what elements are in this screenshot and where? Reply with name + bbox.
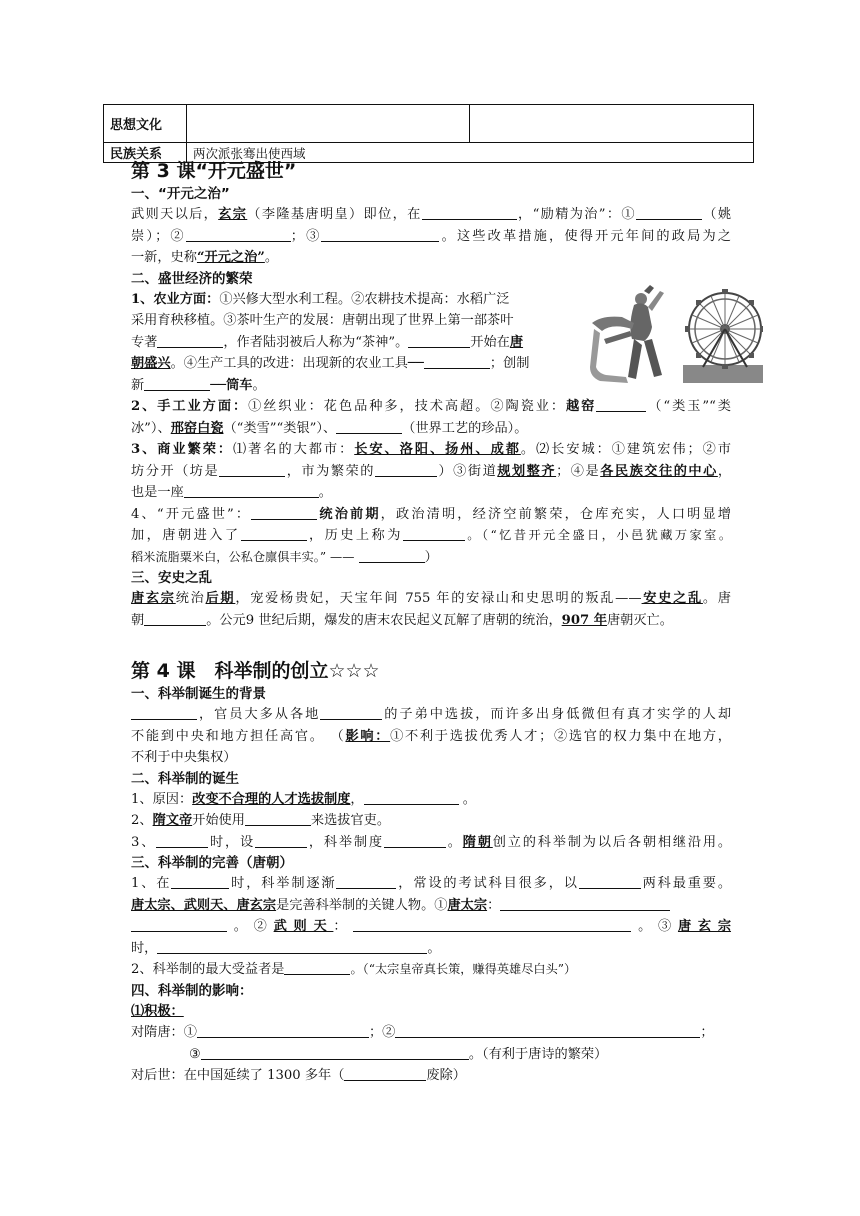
text-line: 也是一座 。: [131, 485, 332, 500]
text-line: 1、原因：改变不合理的人才选拔制度， 。: [131, 791, 476, 807]
farmer-plough-illustration: [586, 283, 682, 385]
section-title: 三、安史之乱: [131, 570, 212, 586]
text-line: 加，唐朝进入了 ，历史上称为 。（“忆昔开元全盛日，小邑犹藏万家室。: [131, 528, 732, 543]
text-line: 不利于中央集权）: [131, 750, 237, 765]
text-line: 。②武则天： 。③唐玄宗: [131, 916, 731, 938]
text-line: 1、在 时，科举制逐渐 ，常设的考试科目很多，以 两科最重要。: [131, 876, 732, 891]
table-cell-empty: [470, 105, 754, 143]
text-line: 对隋唐：① ；② ；: [131, 1025, 714, 1040]
text-line: 崇）；② ；③ 。这些改革措施，使得开元年间的政局为之: [131, 228, 731, 244]
lesson-3: [131, 158, 731, 631]
text-line: 2、手工业方面：①丝织业：花色品种多，技术高超。②陶瓷业：越窑 （“类玉”“类: [131, 399, 731, 414]
text-line: 朝 。公元9 世纪后期，爆发的唐末农民起义瓦解了唐朝的统治，907 年唐朝灭亡。: [131, 612, 673, 628]
text-line: 2、科举制的最大受益者是 。（“太宗皇帝真长策，赚得英雄尽白头”）: [131, 962, 577, 977]
text-line: 专著 ，作者陆羽被后人称为“茶神”。 开始在唐: [131, 334, 524, 350]
section-title: 四、科举制的影响：: [131, 982, 253, 999]
text-line: 采用育秧移植。③茶叶生产的发展：唐朝出现了世界上第一部茶叶: [131, 313, 514, 328]
section-title: 三、科举制的完善（唐朝）: [131, 855, 293, 871]
text-line: 武则天以后，玄宗（李隆基唐明皇）即位，在 ，“励精为治”：① （姚: [131, 207, 732, 222]
text-line: 不能到中央和地方担任高官。 （影响：①不利于选拔优秀人才；②选官的权力集中在地方，: [131, 728, 731, 744]
section-title: 二、盛世经济的繁荣: [131, 270, 253, 287]
table-cell-value: 两次派张骞出使西域: [187, 143, 754, 163]
text-line: 对后世：在中国延续了 1300 多年（ 废除）: [131, 1068, 466, 1083]
text-line: 1、农业方面：①兴修大型水利工程。②农耕技术提高：水稻广泛: [131, 291, 510, 307]
section-title: 一、“开元之治”: [131, 186, 230, 202]
text-line: 时， 。: [131, 940, 441, 956]
section-title: 一、科举制诞生的背景: [131, 686, 266, 702]
text-line: 唐玄宗统治后期，宠爱杨贵妃，天宝年间 755 年的安禄山和史思明的叛乱——安史之乱。唐: [131, 591, 731, 606]
text-line: ，官员大多从各地 的子弟中选拔，而许多出身低微但有真才实学的人却: [131, 704, 731, 726]
table-row-label: 思想文化: [104, 105, 187, 143]
text-line: 3、 时，设 ，科举制度 。隋朝创立的科举制为以后各朝相继沿用。: [131, 834, 732, 850]
text-line: ③ 。（有利于唐诗的繁荣）: [189, 1046, 608, 1062]
text-line: 2、隋文帝开始使用 来选拔官吏。: [131, 813, 391, 828]
summary-table: [103, 104, 754, 163]
lesson-title: 第 3 课“开元盛世”: [131, 160, 297, 182]
lesson-title: 第 4 课 科举制的创立☆☆☆: [131, 660, 380, 682]
text-line: 唐太宗、武则天、唐玄宗是完善科举制的关键人物。①唐太宗：: [131, 895, 731, 917]
text-line: 冰”）、邢窑白瓷（“类雪”“类银”）、 （世界工艺的珍品）。: [131, 420, 528, 436]
text-line: 坊分开（坊是 ，市为繁荣的 ）③街道规划整齐；④是各民族交往的中心，: [131, 463, 732, 479]
lesson-4: [131, 658, 731, 1087]
text-line: 朝盛兴。④生产工具的改进：出现新的农业工具── ；创制: [131, 356, 530, 371]
text-line: 一新，史称“开元之治”。: [131, 250, 279, 265]
text-line: 4、“开元盛世”： 统治前期，政治清明，经济空前繁荣，仓库充实，人口明显增: [131, 506, 731, 522]
text-line: 新 ──筒车。: [131, 377, 266, 393]
text-line: 稻米流脂粟米白，公私仓廪俱丰实。” —— ）: [131, 549, 438, 565]
water-wheel-illustration: [683, 285, 763, 383]
section-title: 二、科举制的诞生: [131, 770, 239, 787]
table-cell-empty: [187, 105, 470, 143]
text-line: ⑴积极：: [131, 1003, 184, 1019]
text-line: 3、商业繁荣：⑴著名的大都市：长安、洛阳、扬州、成都。⑵长安城：①建筑宏伟；②市: [131, 442, 731, 457]
table-row-label: 民族关系: [104, 143, 187, 163]
